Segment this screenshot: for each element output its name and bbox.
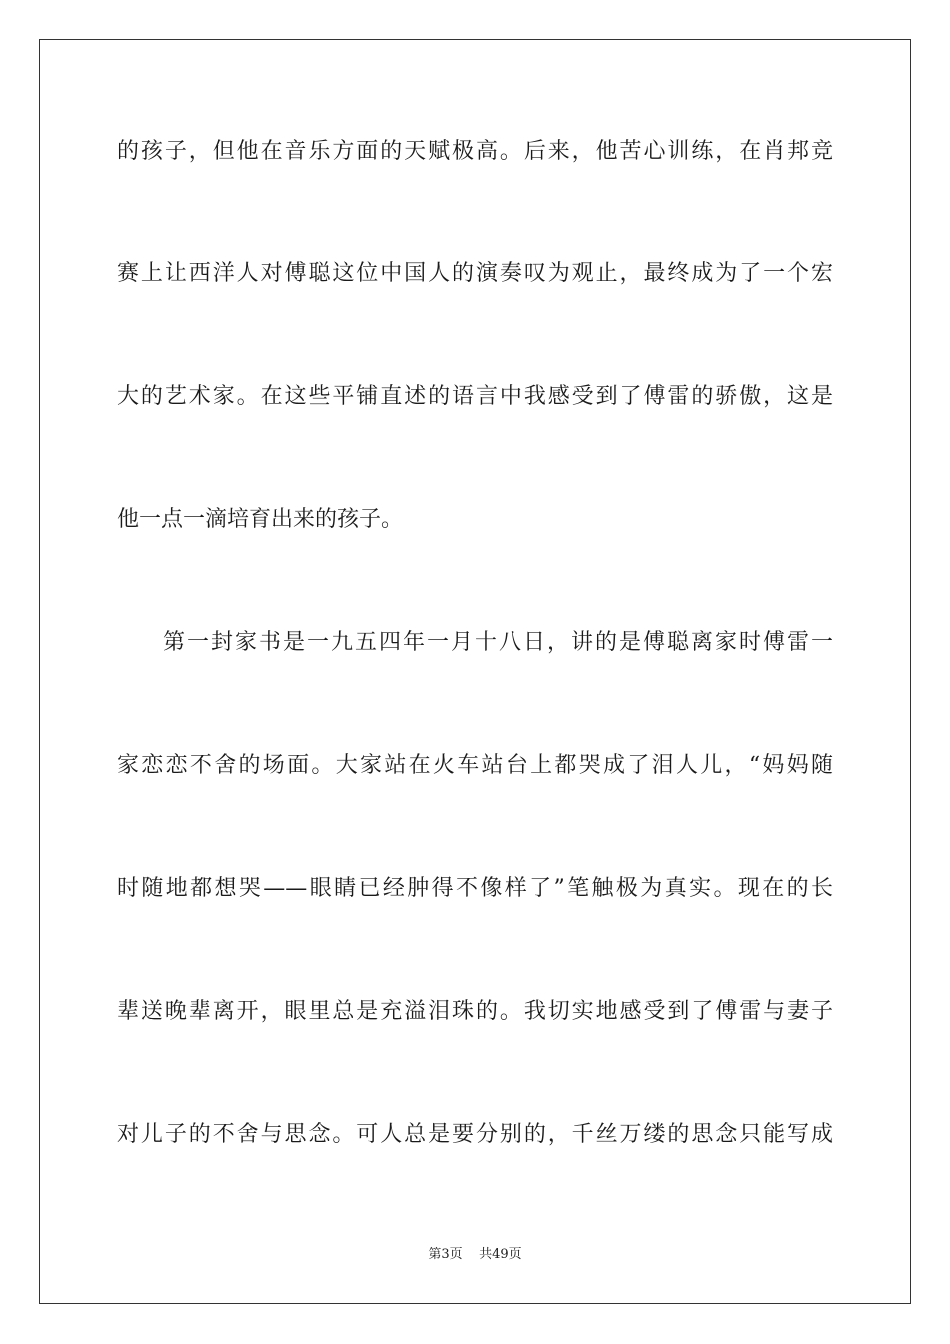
text-line-1: 的孩子，但他在音乐方面的天赋极高。后来，他苦心训练，在肖邦竞 bbox=[117, 139, 833, 164]
page-footer bbox=[0, 1246, 950, 1264]
text-line-4: 他一点一滴培育出来的孩子。 bbox=[117, 507, 404, 532]
text-line-6: 家恋恋不舍的场面。大家站在火车站台上都哭成了泪人儿，“妈妈随 bbox=[117, 753, 833, 778]
text-line-7: 时随地都想哭——眼睛已经肿得不像样了”笔触极为真实。现在的长 bbox=[117, 876, 833, 901]
page-border bbox=[39, 39, 911, 1304]
text-line-9: 对儿子的不舍与思念。可人总是要分别的，千丝万缕的思念只能写成 bbox=[117, 1122, 833, 1147]
text-line-2: 赛上让西洋人对傅聪这位中国人的演奏叹为观止，最终成为了一个宏 bbox=[117, 261, 833, 286]
text-line-8: 辈送晚辈离开，眼里总是充溢泪珠的。我切实地感受到了傅雷与妻子 bbox=[117, 999, 833, 1024]
text-line-5: 第一封家书是一九五四年一月十八日，讲的是傅聪离家时傅雷一 bbox=[163, 630, 833, 655]
page-total: 共49页 bbox=[479, 1247, 522, 1262]
page-number: 第3页 bbox=[428, 1247, 463, 1262]
text-line-3: 大的艺术家。在这些平铺直述的语言中我感受到了傅雷的骄傲，这是 bbox=[117, 384, 833, 409]
